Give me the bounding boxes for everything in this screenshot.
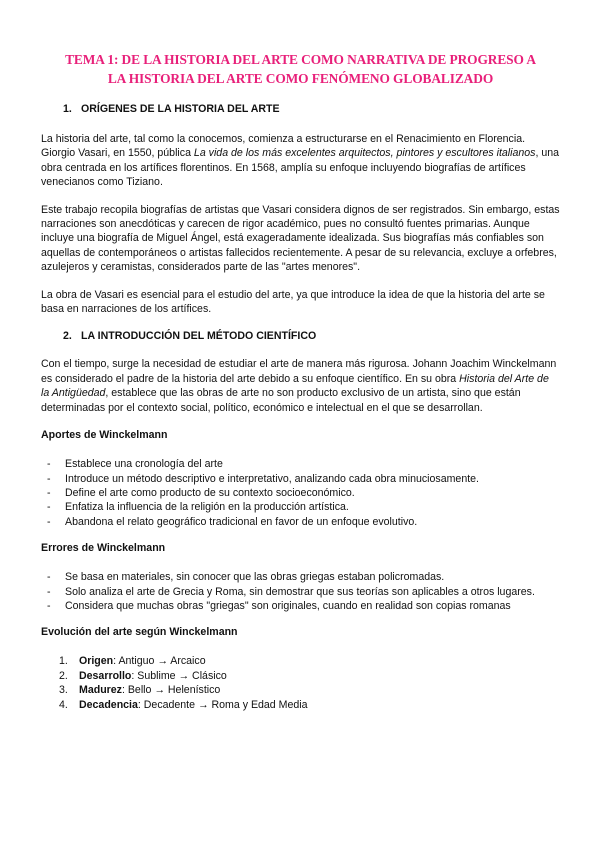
evolucion-heading: Evolución del arte según Winckelmann [41,626,238,639]
item-text: : Bello → Helenístico [121,684,221,697]
aportes-list [41,457,560,529]
list-item: - Introduce un método descriptivo e interpretativo, analizando cada obra minuciosamente. [41,472,560,486]
item-text: : Decadente → Roma y Edad Media [137,698,308,711]
section-1-heading [63,102,560,116]
section-1-paragraph-3: La obra de Vasari es esencial para el estudio del arte, ya que introduce la idea de que la historia del arte se basa en narraciones de los artífices. [41,288,545,316]
list-item: - Define el arte como producto de su contexto socioeconómico. [41,486,560,500]
item-text: : Sublime → Clásico [131,669,227,682]
s2p1-text-a: Con el tiempo, surge la necesidad de estudiar el arte de manera más rigurosa. Johann Joachim Winckelmann es considerado el padre de la historia del arte debido a su enfoque científico. En su obra [41,358,557,385]
section-2-paragraph-1 [41,357,560,415]
list-item: - Abandona el relato geográfico tradicional en favor de un enfoque evolutivo. [41,515,560,529]
s1p1-text-b: , una obra centrada en los artífices florentinos. En 1568, amplía su enfoque incluyendo biografías de artífices venecianos como Tiziano. [41,147,560,189]
item-term: Madurez [79,684,122,697]
aportes-heading: Aportes de Winckelmann [41,429,168,442]
section-2-number: 2. [63,330,72,343]
s2p1-text-b: , establece que las obras de arte no son producto exclusivo de un artista, sino que están determinadas por el contexto social, político, económico e intelectual en el que se desarrollan. [41,387,521,414]
item-number: 2. [59,669,68,682]
s1p1-book-title: La vida de los más excelentes arquitectos, pintores y escultores italianos [193,147,536,160]
section-2-heading [63,329,560,343]
item-term: Desarrollo [79,669,132,682]
title-line-1: TEMA 1: DE LA HISTORIA DEL ARTE COMO NARRATIVA DE PROGRESO A [65,52,536,67]
item-term: Decadencia [79,698,138,711]
item-number: 4. [59,698,68,711]
list-item: - Enfatiza la influencia de la religión en la producción artística. [41,500,560,514]
errores-heading: Errores de Winckelmann [41,542,166,555]
list-item: - Solo analiza el arte de Grecia y Roma, sin demostrar que sus teorías son aplicables a otros lugares. [41,585,560,599]
section-1-paragraph-1 [41,132,560,190]
s2p1-book-title: Historia del Arte de la Antigüedad [41,372,549,400]
list-item: - Establece una cronología del arte [41,457,560,471]
document-title [41,50,560,88]
list-item [41,654,560,668]
section-1-paragraph-2: Este trabajo recopila biografías de artistas que Vasari considera dignos de ser registrados. Sin embargo, estas narraciones son anecdóticas y carecen de rigor académico, pues no consultó fuentes primarias. Aunque incluye una biografía de Miguel Ángel, está exageradamente idealizada. Sus biografías más confiables son aquellas de contemporáneos o artistas fallecidos recientemente. A pesar de su relevancia, excluye a orfebres, azulejeros y ceramistas, considerados parte de las "artes menores". [41,203,560,274]
list-item [41,683,560,697]
list-item: - Se basa en materiales, sin conocer que las obras griegas estaban policromadas. [41,570,560,584]
title-line-2: LA HISTORIA DEL ARTE COMO FENÓMENO GLOBALIZADO [107,71,494,86]
item-number: 3. [59,684,68,697]
item-number: 1. [59,655,68,668]
section-1-heading-text: ORÍGENES DE LA HISTORIA DEL ARTE [81,103,280,115]
errores-list [41,570,560,613]
evolucion-list [41,654,560,712]
list-item: - Considera que muchas obras "griegas" son originales, cuando en realidad son copias romanas [41,599,560,613]
section-2-heading-text: LA INTRODUCCIÓN DEL MÉTODO CIENTÍFICO [81,330,317,343]
item-term: Origen [79,655,114,668]
list-item [41,669,560,683]
section-1-number: 1. [63,103,72,115]
item-text: : Antiguo → Arcaico [113,655,206,668]
s1p1-text-a: La historia del arte, tal como la conocemos, comienza a estructurarse en el Renacimiento en Florencia. Giorgio Vasari, en 1550, pública [41,133,526,160]
list-item [41,698,560,712]
